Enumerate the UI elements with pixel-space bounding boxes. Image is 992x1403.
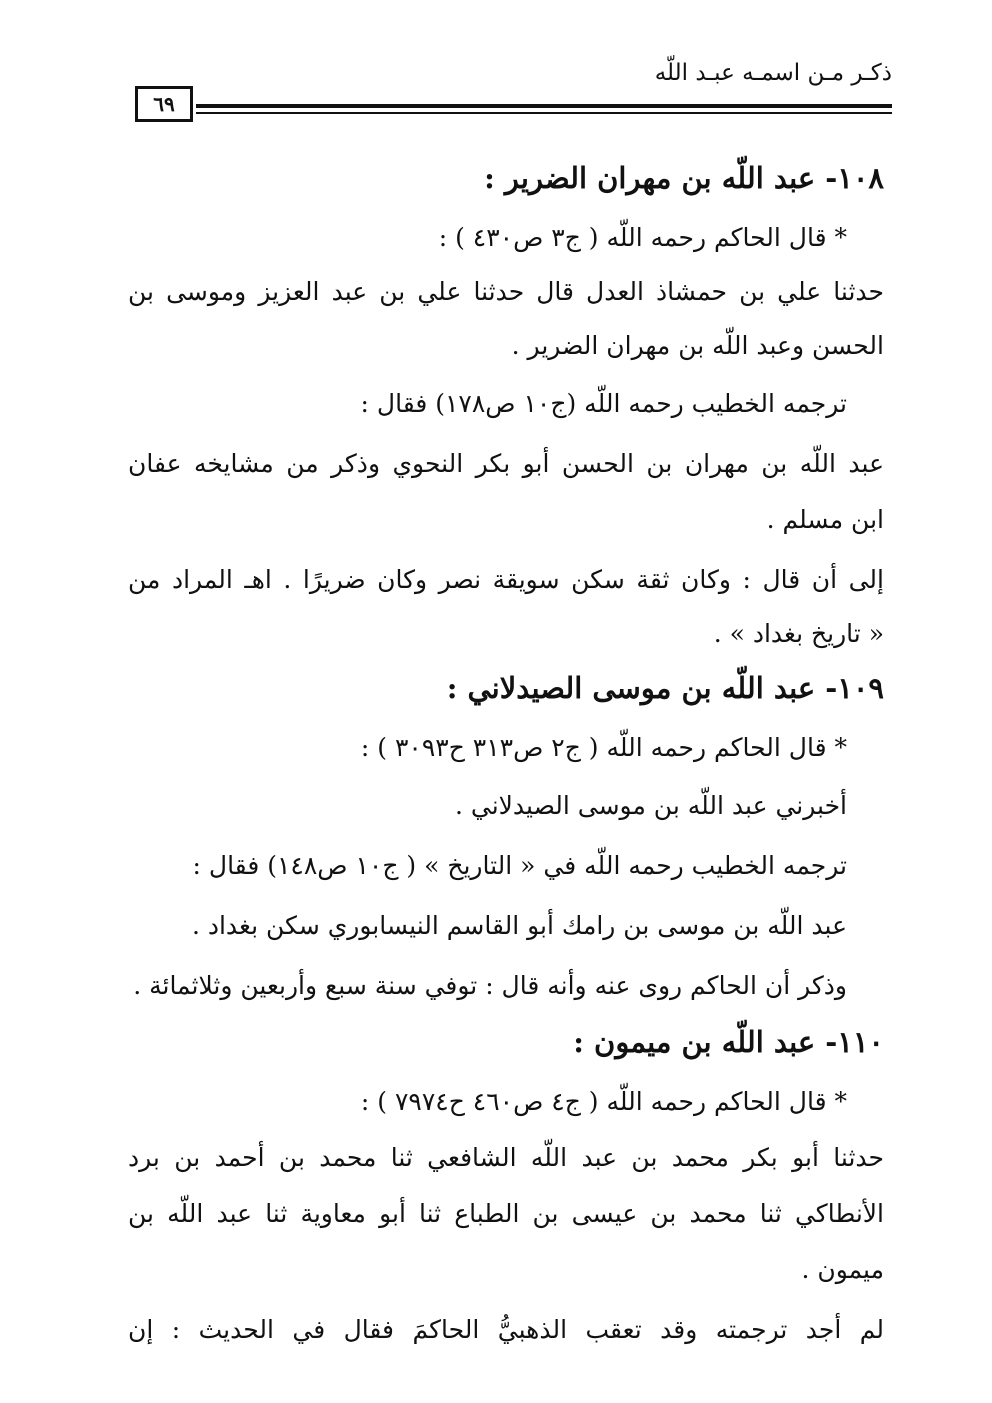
paragraph-line: عبد اللّه بن مهران بن الحسن أبو بكر النحوي وذكر من مشايخه عفان: [128, 449, 884, 478]
paragraph-line: الحسن وعبد اللّه بن مهران الضرير .: [511, 331, 884, 360]
page-number-box: [135, 86, 193, 122]
source-citation: * قال الحاكم رحمه اللّه ( ج٢ ص٣١٣ ح٣٠٩٣ ) :: [360, 733, 847, 762]
entry-heading: ١٠٩- عبد اللّه بن موسى الصيدلاني :: [446, 671, 884, 705]
paragraph-line: وذكر أن الحاكم روى عنه وأنه قال : توفي سنة سبع وأربعين وثلاثمائة .: [133, 971, 847, 1000]
entry-heading: ١٠٨- عبد اللّه بن مهران الضرير :: [484, 161, 884, 195]
paragraph-line: الأنطاكي ثنا محمد بن عيسى بن الطباع ثنا أبو معاوية ثنا عبد اللّه بن: [128, 1199, 884, 1228]
source-citation: * قال الحاكم رحمه اللّه ( ج٤ ص٤٦٠ ح٧٩٧٤ ) :: [360, 1087, 847, 1116]
paragraph-line: ميمون .: [801, 1255, 884, 1284]
page-number: ٦٩: [153, 92, 175, 116]
paragraph-line: حدثنا أبو بكر محمد بن عبد اللّه الشافعي ثنا محمد بن أحمد بن برد: [128, 1143, 884, 1172]
header-rule-thin: [196, 112, 892, 114]
paragraph-line: « تاريخ بغداد » .: [713, 619, 884, 648]
running-title: ذكـر مـن اسمـه عبـد اللّه: [654, 60, 892, 86]
source-citation: ترجمه الخطيب رحمه اللّه في « التاريخ » ( ج١٠ ص١٤٨) فقال :: [192, 851, 847, 880]
paragraph-line: ابن مسلم .: [766, 505, 884, 534]
paragraph-line: لم أجد ترجمته وقد تعقب الذهبيُّ الحاكمَ فقال في الحديث : إن: [128, 1315, 884, 1344]
paragraph-line: حدثنا علي بن حمشاذ العدل قال حدثنا علي بن عبد العزيز وموسى بن: [128, 277, 884, 306]
paragraph-line: أخبرني عبد اللّه بن موسى الصيدلاني .: [454, 791, 847, 820]
entry-heading: ١١٠- عبد اللّه بن ميمون :: [573, 1025, 884, 1059]
source-citation: * قال الحاكم رحمه اللّه ( ج٣ ص٤٣٠ ) :: [438, 223, 847, 252]
paragraph-line: عبد اللّه بن موسى بن رامك أبو القاسم النيسابوري سكن بغداد .: [191, 911, 847, 940]
paragraph-line: إلى أن قال : وكان ثقة سكن سويقة نصر وكان ضريرًا . اهـ المراد من: [128, 565, 884, 594]
source-citation: ترجمه الخطيب رحمه اللّه (ج١٠ ص١٧٨) فقال :: [360, 389, 847, 418]
header-rule-thick: [196, 104, 892, 108]
